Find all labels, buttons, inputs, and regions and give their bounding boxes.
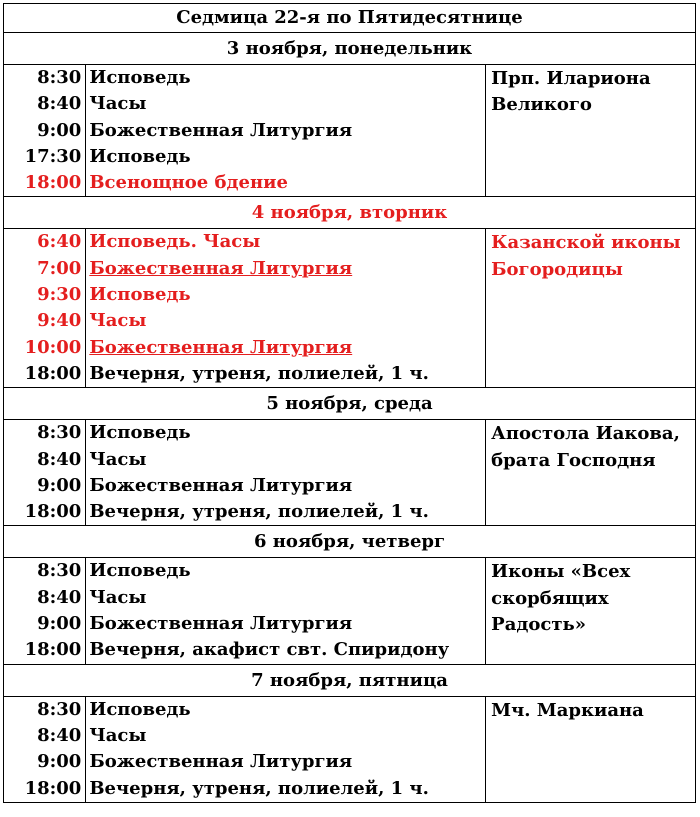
service-time: 9:00 xyxy=(37,119,82,141)
day-block-row xyxy=(4,558,696,664)
service-time: 9:40 xyxy=(37,310,82,332)
service-time: 18:00 xyxy=(24,362,82,384)
service-name: Божественная Литургия xyxy=(89,474,353,496)
service-name: Исповедь xyxy=(89,560,191,582)
day-header-row xyxy=(4,197,696,229)
service-time: 8:40 xyxy=(37,724,82,746)
service-time: 8:40 xyxy=(37,586,82,608)
service-name: Часы xyxy=(89,724,147,746)
service-time: 9:00 xyxy=(37,751,82,773)
service-time: 9:00 xyxy=(37,474,82,496)
service-name: Вечерня, утреня, полиелей, 1 ч. xyxy=(89,501,429,523)
times-cell xyxy=(4,65,86,197)
services-cell xyxy=(86,65,486,197)
saint-cell xyxy=(486,696,696,802)
services-cell xyxy=(86,420,486,526)
service-time: 8:30 xyxy=(37,422,82,444)
times-cell xyxy=(4,229,86,388)
saint-of-day: Прп. Илариона Великого xyxy=(491,68,651,116)
service-name: Божественная Литургия xyxy=(89,257,353,279)
services-cell xyxy=(86,558,486,664)
saint-of-day: Апостола Иакова, брата Господня xyxy=(491,423,680,471)
title-row xyxy=(4,4,696,33)
schedule-body xyxy=(4,4,696,803)
service-time: 10:00 xyxy=(24,336,82,358)
saint-cell xyxy=(486,558,696,664)
service-name: Исповедь. Часы xyxy=(89,231,261,253)
service-time: 17:30 xyxy=(24,145,82,167)
day-header: 7 ноября, пятница xyxy=(4,664,696,696)
day-block-row xyxy=(4,696,696,802)
day-header: 6 ноября, четверг xyxy=(4,526,696,558)
service-name: Часы xyxy=(89,586,147,608)
day-header: 4 ноября, вторник xyxy=(4,197,696,229)
service-name: Божественная Литургия xyxy=(89,751,353,773)
service-time: 6:40 xyxy=(37,231,82,253)
service-time: 18:00 xyxy=(24,777,82,799)
saint-cell xyxy=(486,420,696,526)
service-name: Вечерня, акафист свт. Спиридону xyxy=(89,639,450,661)
saint-of-day: Иконы «Всех скорбящих Радость» xyxy=(491,561,631,636)
day-header: 3 ноября, понедельник xyxy=(4,33,696,65)
services-cell xyxy=(86,229,486,388)
schedule-title: Седмица 22-я по Пятидесятнице xyxy=(4,4,696,33)
service-time: 9:00 xyxy=(37,613,82,635)
service-time: 18:00 xyxy=(24,172,82,194)
saint-cell xyxy=(486,229,696,388)
service-time: 9:30 xyxy=(37,284,82,306)
service-name: Вечерня, утреня, полиелей, 1 ч. xyxy=(89,362,429,384)
service-time: 7:00 xyxy=(37,257,82,279)
day-header-row xyxy=(4,388,696,420)
service-name: Вечерня, утреня, полиелей, 1 ч. xyxy=(89,777,429,799)
service-name: Исповедь xyxy=(89,145,191,167)
service-time: 8:40 xyxy=(37,93,82,115)
day-header-row xyxy=(4,526,696,558)
service-name: Исповедь xyxy=(89,422,191,444)
service-name: Всенощное бдение xyxy=(89,172,288,194)
service-time: 8:40 xyxy=(37,448,82,470)
saint-cell xyxy=(486,65,696,197)
service-name: Исповедь xyxy=(89,67,191,88)
saint-of-day: Казанской иконы Богородицы xyxy=(491,232,681,280)
service-time: 8:30 xyxy=(37,698,82,720)
saint-of-day: Мч. Маркиана xyxy=(491,699,644,721)
day-block-row xyxy=(4,229,696,388)
day-block-row xyxy=(4,65,696,197)
service-name: Исповедь xyxy=(89,284,191,306)
times-cell xyxy=(4,558,86,664)
day-header: 5 ноября, среда xyxy=(4,388,696,420)
service-name: Божественная Литургия xyxy=(89,336,353,358)
day-block-row xyxy=(4,420,696,526)
service-name: Часы xyxy=(89,310,147,332)
service-name: Исповедь xyxy=(89,698,191,720)
times-cell xyxy=(4,696,86,802)
service-name: Часы xyxy=(89,93,147,115)
services-cell xyxy=(86,696,486,802)
day-header-row xyxy=(4,664,696,696)
service-name: Часы xyxy=(89,448,147,470)
service-name: Божественная Литургия xyxy=(89,613,353,635)
day-header-row xyxy=(4,33,696,65)
service-time: 8:30 xyxy=(37,560,82,582)
service-time: 18:00 xyxy=(24,639,82,661)
service-time: 18:00 xyxy=(24,501,82,523)
times-cell xyxy=(4,420,86,526)
service-time: 8:30 xyxy=(37,67,82,88)
service-name: Божественная Литургия xyxy=(89,119,353,141)
schedule-table xyxy=(3,3,696,803)
